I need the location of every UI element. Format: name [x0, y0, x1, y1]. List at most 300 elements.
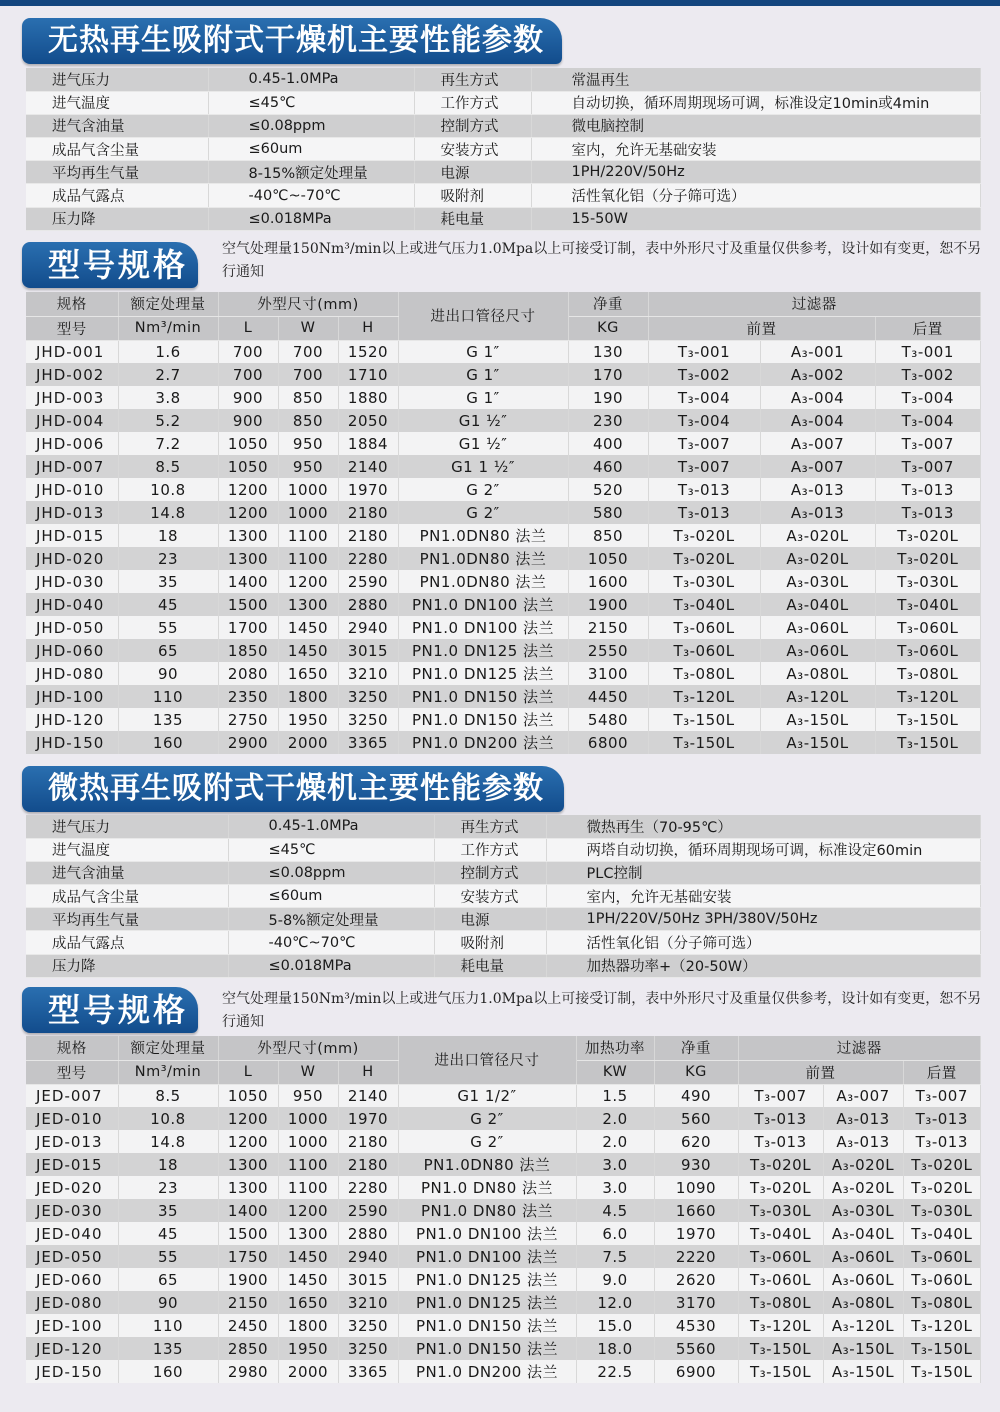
param-value: 0.45-1.0MPa [228, 815, 434, 838]
table-cell: 2280 [338, 547, 398, 570]
spec1-title: 型号规格 [22, 242, 198, 288]
table-cell: T₃-060L [875, 616, 980, 639]
spec1-note: 空气处理量150Nm³/min以上或进气压力1.0Mpa以上可接受订制，表中外形尺寸及重量仅供参考，设计如有变更，恕不另行通知 [222, 241, 982, 280]
table-cell: 1710 [338, 363, 398, 386]
model-cell: JHD-030 [26, 570, 118, 593]
table-cell: T₃-120L [903, 1314, 980, 1337]
table-cell: A₃-013 [823, 1107, 903, 1130]
param-row [26, 931, 981, 954]
param-label: 电源 [434, 908, 546, 931]
table-cell: 1090 [654, 1176, 738, 1199]
param-label: 进气含油量 [26, 114, 208, 137]
model-cell: JED-030 [26, 1199, 118, 1222]
table-cell: A₃-004 [760, 386, 875, 409]
spec1-table [26, 292, 981, 754]
table-cell: 8.5 [118, 1084, 218, 1107]
header-model-bottom: 型号 [26, 1060, 118, 1084]
table-cell: 1970 [654, 1222, 738, 1245]
table-cell: T₃-040L [903, 1222, 980, 1245]
table-cell: T₃-030L [903, 1199, 980, 1222]
table-row [26, 386, 981, 409]
header-l: L [218, 316, 278, 340]
table-row [26, 1314, 981, 1337]
table-cell: 2180 [338, 524, 398, 547]
param-label: 成品气露点 [26, 184, 208, 207]
param-value: ≤0.08ppm [228, 861, 434, 884]
model-cell: JHD-010 [26, 478, 118, 501]
param-label: 压力降 [26, 954, 228, 977]
table-row [26, 662, 981, 685]
param-label: 进气温度 [26, 838, 228, 861]
param-label: 安装方式 [414, 138, 531, 161]
table-row [26, 547, 981, 570]
table-cell: 3.8 [118, 386, 218, 409]
table-cell: 3250 [338, 1314, 398, 1337]
table-cell: T₃-080L [648, 662, 760, 685]
param-value: ≤0.08ppm [208, 114, 414, 137]
table-row [26, 731, 981, 754]
table-cell: 90 [118, 1291, 218, 1314]
table-cell: T₃-020L [875, 524, 980, 547]
table-cell: 700 [218, 340, 278, 363]
model-cell: JHD-100 [26, 685, 118, 708]
param-label: 耗电量 [414, 207, 531, 230]
table-cell: T₃-013 [648, 501, 760, 524]
table-cell: 2000 [278, 1360, 338, 1383]
param-value: ≤45℃ [208, 91, 414, 114]
table-cell: T₃-080L [875, 662, 980, 685]
table-cell: PN1.0DN80 法兰 [398, 547, 568, 570]
param-value: -40℃~70℃ [228, 931, 434, 954]
table-cell: A₃-040L [760, 593, 875, 616]
table-cell: 1200 [218, 501, 278, 524]
table-cell: 1500 [218, 593, 278, 616]
param-value: 5-8%额定处理量 [228, 908, 434, 931]
table-cell: A₃-001 [760, 340, 875, 363]
table-cell: G 1″ [398, 386, 568, 409]
table-cell: 135 [118, 1337, 218, 1360]
table-cell: A₃-030L [823, 1199, 903, 1222]
table-cell: 23 [118, 1176, 218, 1199]
table-row [26, 593, 981, 616]
table-cell: T₃-004 [875, 409, 980, 432]
param-label: 吸附剂 [414, 184, 531, 207]
table-cell: PN1.0 DN200 法兰 [398, 1360, 576, 1383]
param-label: 吸附剂 [434, 931, 546, 954]
table-cell: T₃-020L [738, 1176, 823, 1199]
table-cell: PN1.0DN80 法兰 [398, 524, 568, 547]
param-label: 平均再生气量 [26, 908, 228, 931]
table-cell: T₃-150L [875, 708, 980, 731]
table-cell: T₃-002 [648, 363, 760, 386]
table-cell: 2940 [338, 616, 398, 639]
model-cell: JHD-120 [26, 708, 118, 731]
param-row [26, 815, 981, 838]
table-cell: 1750 [218, 1245, 278, 1268]
table-cell: 10.8 [118, 478, 218, 501]
table-cell: 1200 [218, 1107, 278, 1130]
table-cell: 700 [278, 363, 338, 386]
table-cell: 3.0 [576, 1176, 654, 1199]
table-cell: T₃-040L [738, 1222, 823, 1245]
param-value: 室内，允许无基础安装 [546, 885, 981, 908]
table-cell: 620 [654, 1130, 738, 1153]
table-cell: G1 1 ½″ [398, 455, 568, 478]
table-row [26, 1176, 981, 1199]
table-cell: A₃-080L [760, 662, 875, 685]
table-cell: PN1.0 DN100 法兰 [398, 1222, 576, 1245]
table-cell: T₃-030L [738, 1199, 823, 1222]
model-cell: JED-015 [26, 1153, 118, 1176]
table-row [26, 478, 981, 501]
table-cell: PN1.0DN80 法兰 [398, 1153, 576, 1176]
header-weight-unit: KG [654, 1060, 738, 1084]
table-cell: G 2″ [398, 1130, 576, 1153]
param-value: 微电脑控制 [531, 114, 981, 137]
param-value: ≤60um [208, 138, 414, 161]
spec2-title: 型号规格 [22, 987, 198, 1033]
table-cell: 1.5 [576, 1084, 654, 1107]
table-cell: 3250 [338, 1337, 398, 1360]
table-cell: 1100 [278, 1153, 338, 1176]
table-cell: PN1.0 DN100 法兰 [398, 616, 568, 639]
table-cell: 1300 [218, 1176, 278, 1199]
model-cell: JED-060 [26, 1268, 118, 1291]
table-cell: 850 [278, 409, 338, 432]
table-cell: PN1.0 DN100 法兰 [398, 1245, 576, 1268]
table-cell: 2550 [568, 639, 648, 662]
param-value: 室内，允许无基础安装 [531, 138, 981, 161]
table-cell: 1950 [278, 708, 338, 731]
table-cell: 1300 [218, 547, 278, 570]
table-cell: PN1.0 DN125 法兰 [398, 639, 568, 662]
table-cell: 1050 [568, 547, 648, 570]
table-cell: 2150 [218, 1291, 278, 1314]
table-cell: 400 [568, 432, 648, 455]
model-cell: JED-080 [26, 1291, 118, 1314]
param-label: 电源 [414, 161, 531, 184]
table-cell: T₃-060L [738, 1268, 823, 1291]
table-cell: 1850 [218, 639, 278, 662]
table-cell: 2590 [338, 570, 398, 593]
header-model-top: 规格 [26, 1036, 118, 1060]
table-cell: 2900 [218, 731, 278, 754]
header-model-bottom: 型号 [26, 316, 118, 340]
param-value: PLC控制 [546, 861, 981, 884]
table-cell: T₃-013 [648, 478, 760, 501]
table-row [26, 1199, 981, 1222]
table-cell: 1300 [218, 524, 278, 547]
table-cell: A₃-080L [823, 1291, 903, 1314]
table-cell: 6800 [568, 731, 648, 754]
model-cell: JED-100 [26, 1314, 118, 1337]
param-label: 再生方式 [414, 68, 531, 91]
table-cell: A₃-020L [760, 547, 875, 570]
param-value: 8-15%额定处理量 [208, 161, 414, 184]
table-cell: A₃-150L [760, 708, 875, 731]
model-cell: JHD-003 [26, 386, 118, 409]
header-w: W [278, 1060, 338, 1084]
table-cell: T₃-020L [648, 524, 760, 547]
header-flow-unit: Nm³/min [118, 316, 218, 340]
table-row [26, 432, 981, 455]
table-cell: T₃-150L [738, 1360, 823, 1383]
table-cell: 1050 [218, 1084, 278, 1107]
header-pipe: 进出口管径尺寸 [398, 292, 568, 340]
table-cell: A₃-007 [760, 432, 875, 455]
table-cell: 2220 [654, 1245, 738, 1268]
model-cell: JED-007 [26, 1084, 118, 1107]
table-cell: PN1.0 DN125 法兰 [398, 1291, 576, 1314]
table-cell: 900 [218, 386, 278, 409]
header-model-top: 规格 [26, 292, 118, 316]
param-value: 15-50W [531, 207, 981, 230]
table-cell: 2.0 [576, 1130, 654, 1153]
table-cell: 950 [278, 432, 338, 455]
header-pre: 前置 [648, 316, 875, 340]
param-value: 0.45-1.0MPa [208, 68, 414, 91]
table-cell: 1000 [278, 1107, 338, 1130]
table-cell: A₃-013 [760, 501, 875, 524]
table-row [26, 685, 981, 708]
model-cell: JED-040 [26, 1222, 118, 1245]
header-w: W [278, 316, 338, 340]
table-cell: T₃-060L [648, 616, 760, 639]
table-row [26, 340, 981, 363]
table-row [26, 1107, 981, 1130]
table-cell: 190 [568, 386, 648, 409]
table-cell: T₃-004 [648, 386, 760, 409]
table-cell: A₃-150L [823, 1337, 903, 1360]
table-cell: T₃-004 [875, 386, 980, 409]
table-cell: 1700 [218, 616, 278, 639]
header-flow-top: 额定处理量 [118, 1036, 218, 1060]
table-cell: 2980 [218, 1360, 278, 1383]
table-cell: 45 [118, 1222, 218, 1245]
param-label: 进气温度 [26, 91, 208, 114]
table-cell: PN1.0DN80 法兰 [398, 570, 568, 593]
table-cell: T₃-060L [875, 639, 980, 662]
table-cell: G1 ½″ [398, 409, 568, 432]
table-cell: G1 1/2″ [398, 1084, 576, 1107]
table-cell: T₃-080L [738, 1291, 823, 1314]
model-cell: JED-150 [26, 1360, 118, 1383]
table-row [26, 409, 981, 432]
table-cell: 3015 [338, 639, 398, 662]
table-cell: 3.0 [576, 1153, 654, 1176]
param-value: 1PH/220V/50Hz [531, 161, 981, 184]
param-label: 安装方式 [434, 885, 546, 908]
table-cell: 1950 [278, 1337, 338, 1360]
table-cell: 35 [118, 1199, 218, 1222]
table-cell: 1300 [218, 1153, 278, 1176]
table-cell: 8.5 [118, 455, 218, 478]
header-dims: 外型尺寸(mm) [218, 1036, 398, 1060]
param-row [26, 161, 981, 184]
model-cell: JHD-080 [26, 662, 118, 685]
table-cell: A₃-020L [760, 524, 875, 547]
table-row [26, 524, 981, 547]
table-cell: 230 [568, 409, 648, 432]
table-cell: 3250 [338, 685, 398, 708]
table-cell: 1100 [278, 1176, 338, 1199]
table-cell: T₃-013 [875, 501, 980, 524]
header-weight-top: 净重 [654, 1036, 738, 1060]
table-cell: 7.2 [118, 432, 218, 455]
table-cell: T₃-150L [875, 731, 980, 754]
table-cell: 12.0 [576, 1291, 654, 1314]
table-cell: PN1.0 DN125 法兰 [398, 662, 568, 685]
model-cell: JHD-020 [26, 547, 118, 570]
table-cell: 3210 [338, 662, 398, 685]
table-cell: 6900 [654, 1360, 738, 1383]
param-label: 平均再生气量 [26, 161, 208, 184]
table-cell: 490 [654, 1084, 738, 1107]
table-cell: 580 [568, 501, 648, 524]
table-cell: 4530 [654, 1314, 738, 1337]
param-label: 进气压力 [26, 68, 208, 91]
table-cell: 2940 [338, 1245, 398, 1268]
table-cell: 1300 [278, 1222, 338, 1245]
table-cell: T₃-150L [738, 1337, 823, 1360]
table-cell: T₃-150L [903, 1337, 980, 1360]
table-cell: T₃-007 [875, 432, 980, 455]
table-cell: T₃-150L [903, 1360, 980, 1383]
table-cell: T₃-013 [738, 1107, 823, 1130]
table-cell: 2180 [338, 1130, 398, 1153]
model-cell: JHD-060 [26, 639, 118, 662]
table-cell: T₃-007 [903, 1084, 980, 1107]
table-cell: A₃-030L [760, 570, 875, 593]
param-label: 再生方式 [434, 815, 546, 838]
table-cell: T₃-013 [875, 478, 980, 501]
table-cell: T₃-060L [903, 1245, 980, 1268]
header-dims: 外型尺寸(mm) [218, 292, 398, 316]
table-cell: 2180 [338, 501, 398, 524]
param-row [26, 114, 981, 137]
header-h: H [338, 1060, 398, 1084]
table-row [26, 1337, 981, 1360]
table-cell: 110 [118, 1314, 218, 1337]
param-value: 两塔自动切换，循环周期现场可调，标准设定60min [546, 838, 981, 861]
section1-title: 无热再生吸附式干燥机主要性能参数 [22, 18, 562, 64]
header-filter: 过滤器 [648, 292, 980, 316]
table-cell: 1000 [278, 501, 338, 524]
table-cell: T₃-120L [875, 685, 980, 708]
header-heat-unit: KW [576, 1060, 654, 1084]
table-cell: A₃-060L [823, 1245, 903, 1268]
table-cell: A₃-007 [760, 455, 875, 478]
table-cell: 1050 [218, 432, 278, 455]
table-cell: 1970 [338, 1107, 398, 1130]
param-value: 活性氧化铝（分子筛可选） [531, 184, 981, 207]
table-cell: 35 [118, 570, 218, 593]
table-cell: 1450 [278, 616, 338, 639]
param-value: ≤45℃ [228, 838, 434, 861]
table-cell: 90 [118, 662, 218, 685]
param-label: 工作方式 [434, 838, 546, 861]
table-cell: 2050 [338, 409, 398, 432]
param-row [26, 838, 981, 861]
table-row [26, 1084, 981, 1107]
table-cell: PN1.0 DN150 法兰 [398, 1337, 576, 1360]
header-flow-unit: Nm³/min [118, 1060, 218, 1084]
table-cell: T₃-020L [903, 1153, 980, 1176]
table-cell: 2620 [654, 1268, 738, 1291]
table-cell: A₃-013 [760, 478, 875, 501]
table-cell: T₃-060L [903, 1268, 980, 1291]
table-cell: 45 [118, 593, 218, 616]
table-cell: G 2″ [398, 478, 568, 501]
table-row [26, 708, 981, 731]
table-cell: 10.8 [118, 1107, 218, 1130]
model-cell: JHD-007 [26, 455, 118, 478]
table-cell: T₃-002 [875, 363, 980, 386]
table-cell: 1600 [568, 570, 648, 593]
table-cell: 850 [568, 524, 648, 547]
table-row [26, 1360, 981, 1383]
table-cell: T₃-020L [903, 1176, 980, 1199]
table-cell: 9.0 [576, 1268, 654, 1291]
param-value: 活性氧化铝（分子筛可选） [546, 931, 981, 954]
table-cell: 700 [218, 363, 278, 386]
table-cell: 2150 [568, 616, 648, 639]
table-cell: T₃-080L [903, 1291, 980, 1314]
model-cell: JHD-015 [26, 524, 118, 547]
table-cell: 1100 [278, 524, 338, 547]
table-cell: PN1.0 DN200 法兰 [398, 731, 568, 754]
table-cell: 930 [654, 1153, 738, 1176]
param-value: ≤0.018MPa [228, 954, 434, 977]
model-cell: JHD-013 [26, 501, 118, 524]
param-label: 成品气含尘量 [26, 885, 228, 908]
table-cell: 55 [118, 1245, 218, 1268]
table-row [26, 570, 981, 593]
table-cell: 130 [568, 340, 648, 363]
param-row [26, 908, 981, 931]
param-value: 自动切换，循环周期现场可调，标准设定10min或4min [531, 91, 981, 114]
param-value: 微热再生（70-95℃） [546, 815, 981, 838]
table-row [26, 1153, 981, 1176]
table-cell: A₃-013 [823, 1130, 903, 1153]
model-cell: JED-013 [26, 1130, 118, 1153]
param-row [26, 91, 981, 114]
table-cell: 1970 [338, 478, 398, 501]
table-cell: G 2″ [398, 1107, 576, 1130]
param-row [26, 68, 981, 91]
table-cell: A₃-060L [760, 616, 875, 639]
table-cell: 110 [118, 685, 218, 708]
table-cell: 1650 [278, 1291, 338, 1314]
table-cell: 65 [118, 639, 218, 662]
table-cell: T₃-020L [738, 1153, 823, 1176]
header-flow-top: 额定处理量 [118, 292, 218, 316]
table-cell: G 2″ [398, 501, 568, 524]
table-cell: 3100 [568, 662, 648, 685]
table-cell: T₃-060L [648, 639, 760, 662]
param-value: 加热器功率+（20-50W） [546, 954, 981, 977]
table-cell: 1800 [278, 685, 338, 708]
table-cell: 3250 [338, 708, 398, 731]
table-cell: T₃-001 [648, 340, 760, 363]
table-cell: T₃-120L [648, 685, 760, 708]
spec2-note: 空气处理量150Nm³/min以上或进气压力1.0Mpa以上可接受订制，表中外形尺寸及重量仅供参考，设计如有变更，恕不另行通知 [222, 991, 982, 1030]
header-pre: 前置 [738, 1060, 903, 1084]
table-cell: 22.5 [576, 1360, 654, 1383]
table-cell: 1200 [278, 1199, 338, 1222]
param-row [26, 885, 981, 908]
table-cell: T₃-007 [738, 1084, 823, 1107]
